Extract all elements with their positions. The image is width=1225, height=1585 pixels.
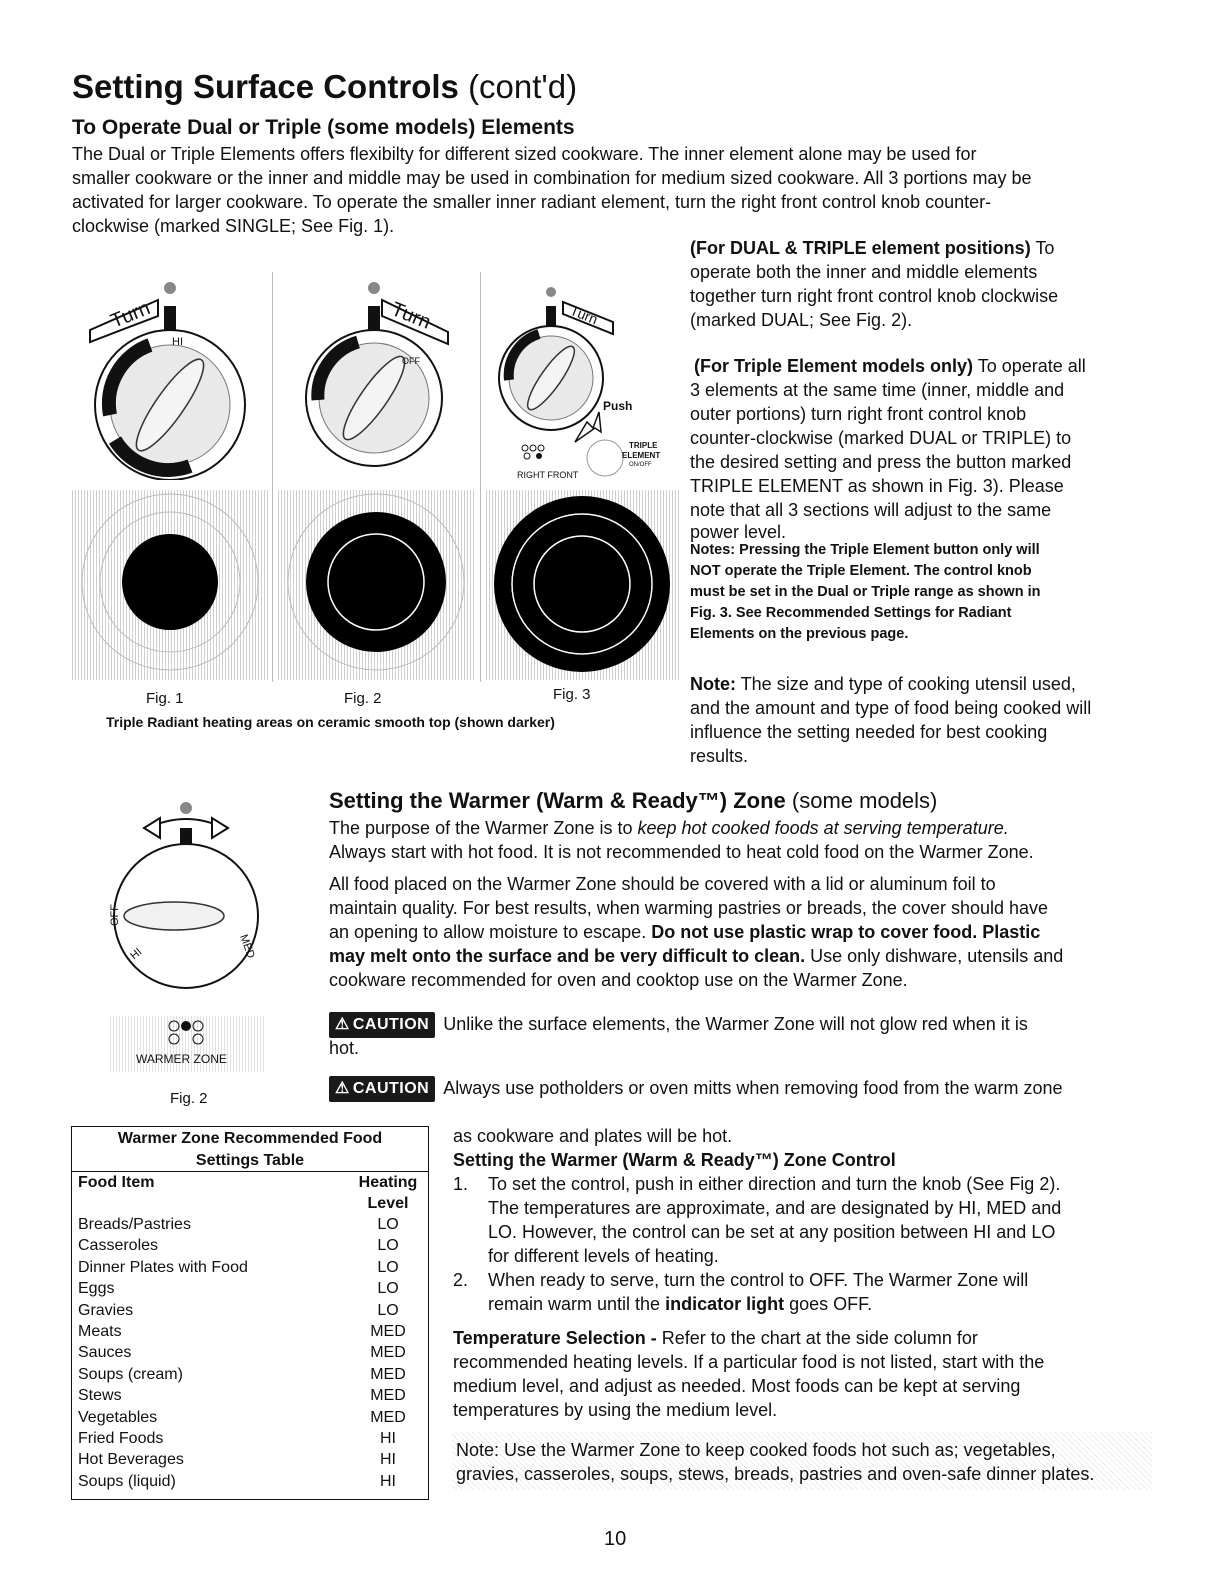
food-item-cell: Sauces [78,1344,132,1362]
warmer-zone-label: WARMER ZONE [136,1052,227,1066]
heating-level-cell: HI [380,1472,396,1490]
table-row [78,1365,422,1385]
heating-level-cell: LO [377,1237,399,1255]
table-title: Warmer Zone Recommended Food [117,1130,383,1147]
svg-text:ELEMENT: ELEMENT [622,451,661,460]
food-item-cell: Soups (liquid) [78,1472,176,1490]
table-row [78,1215,422,1235]
heating-level-cell: MED [370,1365,406,1383]
food-item-cell: Dinner Plates with Food [78,1258,248,1276]
table-row [78,1301,422,1321]
food-item-cell: Fried Foods [78,1430,164,1447]
table-row [78,1258,422,1278]
food-item-cell: Soups (cream) [78,1365,183,1383]
fig1-knob-diagram [80,280,260,480]
svg-text:HI: HI [128,946,145,963]
heating-level-cell: LO [377,1216,399,1233]
fig1-heating-area [70,490,270,680]
svg-text:OFF: OFF [402,356,420,366]
food-item-cell: Eggs [78,1280,115,1298]
table-row [78,1429,422,1449]
heating-level-cell: HI [380,1451,396,1469]
warmer-settings-table: Warmer Zone Recommended Food Settings Table Food Item Heating Level Breads/Pastries LO Casseroles LO Dinner Plates with Food LO Eggs LO Gravies LO Meats MED Sauces MED Soups (cream) MED Stews MED Vegetables MED Fried Foods HI Hot Beverages HI Soups (liquid) HI [71,1126,429,1500]
food-item-cell: Stews [78,1387,122,1405]
fig2-heating-area [276,490,476,680]
fig1-label: Fig. 1 [146,690,184,707]
warmer-indicator-dots [166,1018,216,1048]
table-subtitle: Settings Table [195,1152,305,1169]
section-heading-warmer: Setting the Warmer (Warm & Ready™) Zone (some models) [329,788,938,813]
heating-level-cell: MED [370,1323,406,1340]
food-item-cell: Breads/Pastries [78,1216,191,1233]
fig2-label: Fig. 2 [344,690,382,707]
svg-text:HI: HI [172,336,183,348]
control-heading: Setting the Warmer (Warm & Ready™) Zone Control [453,1150,896,1170]
food-item-cell: Casseroles [78,1237,159,1255]
heating-level-cell: MED [370,1387,406,1405]
svg-text:MED: MED [237,932,257,961]
caution-badge: ⚠ CAUTION [329,1012,435,1038]
food-item-cell: Vegetables [78,1408,158,1426]
page-number: 10 [604,1528,627,1550]
table-row [78,1236,422,1256]
svg-text:Push: Push [603,399,633,413]
table-row [78,1450,422,1470]
heating-level-cell: LO [377,1258,399,1276]
table-row [78,1322,422,1342]
table-row [78,1343,422,1363]
heating-level-cell: LO [377,1301,399,1319]
food-item-cell: Meats [78,1323,122,1340]
section-heading-dual-triple: To Operate Dual or Triple (some models) Elements [72,116,575,139]
food-item-cell: Hot Beverages [78,1451,184,1469]
svg-text:TRIPLE: TRIPLE [629,441,658,450]
food-item-cell: Gravies [78,1301,134,1319]
fig3-knob-diagram [495,282,670,482]
table-row [78,1472,422,1492]
heating-level-cell: MED [370,1344,406,1362]
heating-level-cell: LO [377,1280,399,1298]
svg-text:Turn: Turn [107,297,154,333]
heating-level-cell: HI [380,1430,396,1447]
warmer-knob-diagram [104,796,274,1006]
table-row [78,1386,422,1406]
page-title: Setting Surface Controls (cont'd) [72,68,578,105]
svg-text:OFF: OFF [109,904,121,926]
svg-text:RIGHT FRONT: RIGHT FRONT [517,470,579,480]
svg-text:ON/OFF: ON/OFF [629,462,652,468]
fig3-heating-area [484,490,680,680]
figure-caption: Triple Radiant heating areas on ceramic smooth top (shown darker) [106,714,555,730]
table-header-row: Food Item Heating [78,1174,418,1191]
heating-level-cell: MED [370,1408,406,1426]
fig2-knob-diagram [298,280,458,480]
svg-text:Turn: Turn [388,298,434,334]
table-row [78,1408,422,1428]
caution-badge: ⚠ CAUTION [329,1076,435,1102]
svg-text:Turn: Turn [567,301,601,328]
table-row [78,1279,422,1299]
warmer-fig-label: Fig. 2 [170,1090,208,1107]
fig3-label: Fig. 3 [553,686,591,703]
